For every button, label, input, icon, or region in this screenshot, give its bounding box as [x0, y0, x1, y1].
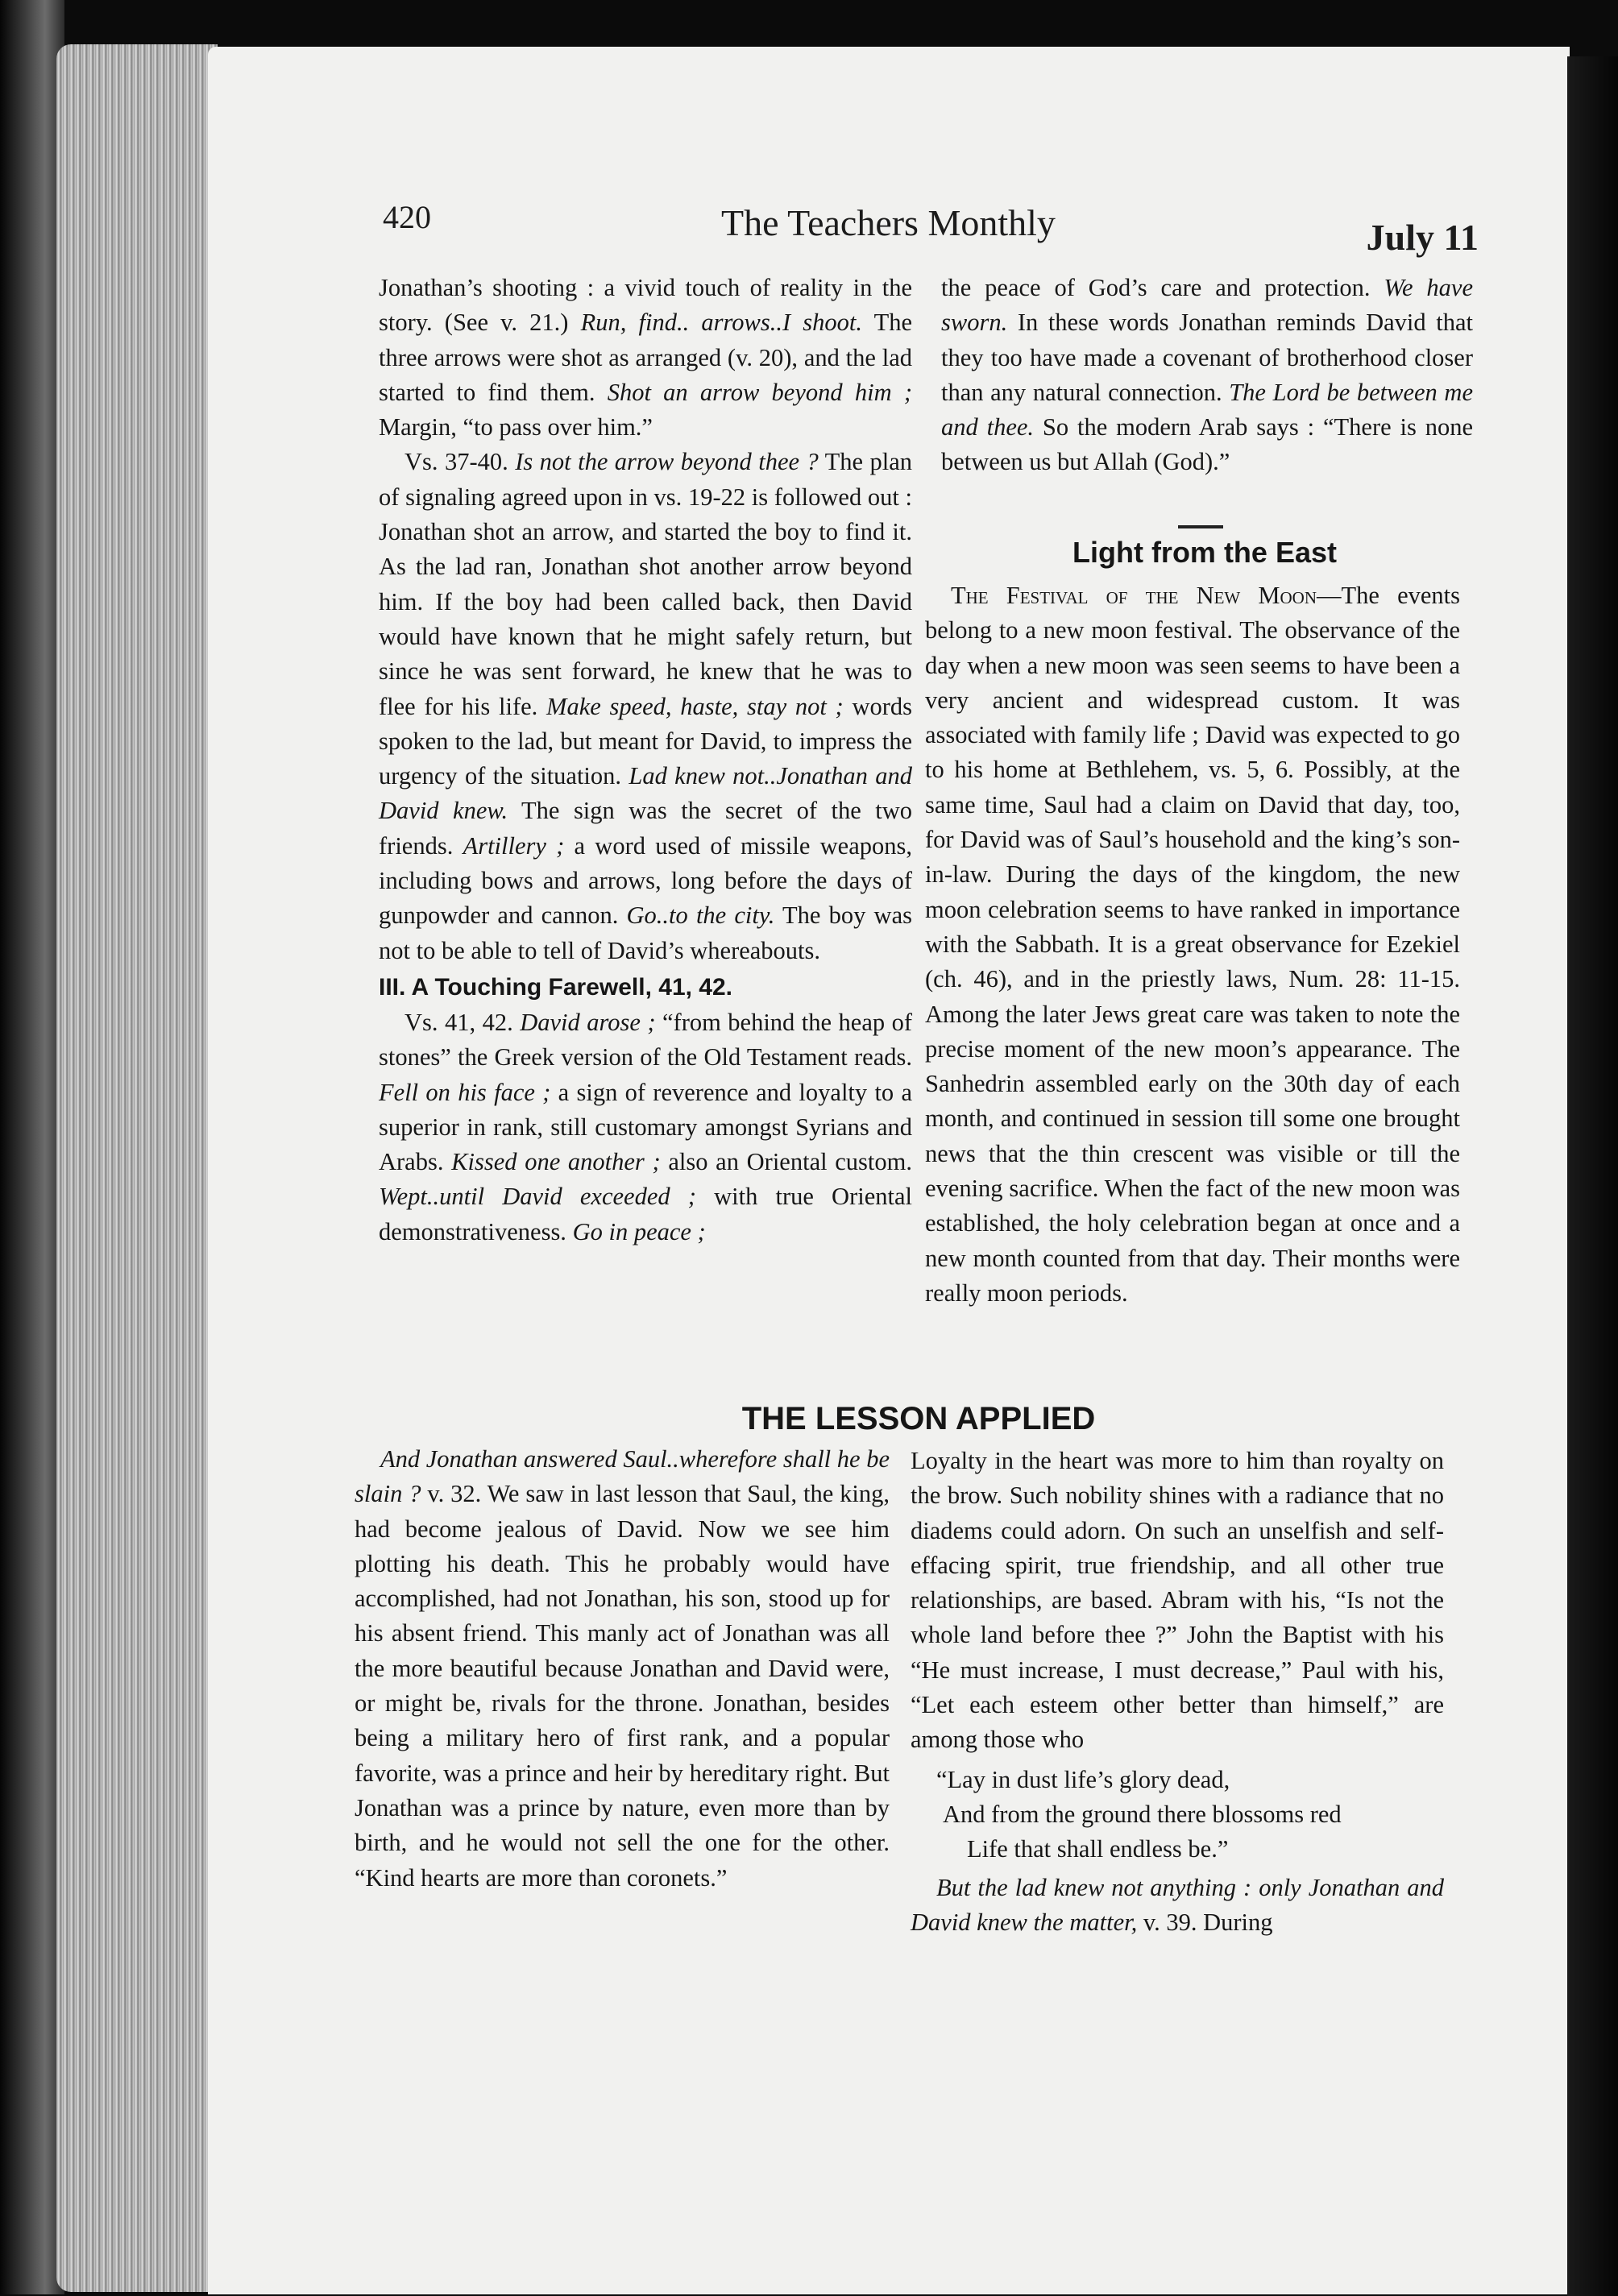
lesson-title: THE LESSON APPLIED [741, 1401, 1096, 1436]
page-header [383, 192, 1479, 256]
paragraph: The Festival of the New Moon—The events belong to a new moon festival. The observance of the day when a new moon was seen seems to have been a very ancient and widespread custom. It was associated with family life ; David was expected to go to his home at Bethlehem, vs. 5, 6. Possibly, at the same time, Saul had a claim on David that day, too, for David was of Saul’s household and the king’s son-in-law. During the days of the kingdom, the new moon celebration seems to have ranked in importance with the Sabbath. It is a great observance for Ezekiel (ch. 46), and in the priestly laws, Num. 28: 11-15. Among the later Jews great care was taken to note the precise moment of the new moon’s appearance. The Sanhedrin assembled early on the 30th day of each month, and continued in session till some one brought news that the thin crescent was visible or till the evening sacrifice. When the fact of the new moon was established, the holy celebration began at once and a new month counted from that day. Their months were really moon periods. [925, 582, 1460, 1307]
right-column-bottom [911, 1444, 1444, 1940]
left-column-bottom [355, 1442, 890, 1896]
paragraph: the peace of God’s care and protection. We have sworn. In these words Jonathan reminds David that they too have made a covenant of brotherhood closer than any natural connection. The Lord be between me and thee. So the modern Arab says : “There is none between us but Allah (God).” [941, 274, 1473, 476]
issue-date: July 11 [1366, 217, 1479, 258]
paragraph: Jonathan’s shooting : a vivid touch of reality in the story. (See v. 21.) Run, find.. arrows..I shoot. The three arrows were shot as arranged (v. 20), and the lad started to find them. Shot an arrow beyond him ; Margin, “to pass over him.” [379, 274, 913, 441]
paragraph: Vs. 41, 42. David arose ; “from behind the heap of stones” the Greek version of the Old Testament reads. Fell on his face ; a sign of reverence and loyalty to a superior in rank, still customary amongst Syrians and Arabs. Kissed one another ; also an Oriental custom. Wept..until David exceeded ; with true Oriental demonstrativeness. Go in peace ; [379, 1008, 912, 1245]
page-number: 420 [383, 199, 431, 235]
running-title: The Teachers Monthly [721, 202, 1056, 243]
poem-quote [911, 1763, 1444, 1867]
section-divider [1178, 525, 1223, 528]
poem-line: And from the ground there blossoms red [943, 1800, 1342, 1828]
poem-line: Life that shall endless be.” [967, 1835, 1229, 1863]
book-spine [0, 0, 64, 2294]
section-subheading: III. A Touching Farewell, 41, 42. [379, 973, 732, 1001]
section-title: Light from the East [1072, 536, 1337, 569]
facing-page-edge [1567, 56, 1618, 2296]
paragraph: And Jonathan answered Saul..wherefore shall he be slain ? v. 32. We saw in last lesson that Saul, the king, had become jealous of David. Now we see him plotting his death. This he probably would have accomplished, had not Jonathan, his son, stood up for his absent friend. This manly act of Jonathan was all the more beautiful because Jonathan and David were, or might be, rivals for the throne. Jonathan, besides being a military hero of first rank, and a popular favorite, was a prince and heir by hereditary right. But Jonathan was a prince by nature, even more than by birth, and he would not sell the one for the other. “Kind hearts are more than coronets.” [355, 1445, 890, 1892]
right-column-top-a [941, 271, 1473, 480]
left-column-top [379, 271, 912, 1250]
paragraph: Vs. 37-40. Is not the arrow beyond thee ? The plan of signaling agreed upon in vs. 19-22 is followed out : Jonathan shot an arrow, and started the boy to find it. As the lad ran, Jonathan shot another arrow beyond him. If the boy had been called back, then David would have known that he might safely return, but since he was sent forward, he knew that he was to flee for his life. Make speed, haste, stay not ; words spoken to the lad, but meant for David, to impress the urgency of the situation. Lad knew not..Jonathan and David knew. The sign was the secret of the two friends. Artillery ; a word used of missile weapons, including bows and arrows, long before the days of gunpowder and cannon. Go..to the city. The boy was not to be able to tell of David’s whereabouts. [379, 448, 912, 964]
right-column-top-b [925, 578, 1460, 1311]
page-edges [56, 44, 218, 2292]
poem-line: “Lay in dust life’s glory dead, [936, 1765, 1230, 1793]
paragraph: Loyalty in the heart was more to him than royalty on the brow. Such nobility shines with a radiance that no diadems could adorn. On such an unselfish and self-effacing spirit, true friendship, and all other true relationships, are based. Abram with his, “Is not the whole land before thee ?” John the Baptist with his “He must increase, I must decrease,” Paul with his, “Let each esteem other better than himself,” are among those who [911, 1447, 1444, 1754]
paragraph: But the lad knew not anything : only Jonathan and David knew the matter, v. 39. During [911, 1873, 1444, 1936]
